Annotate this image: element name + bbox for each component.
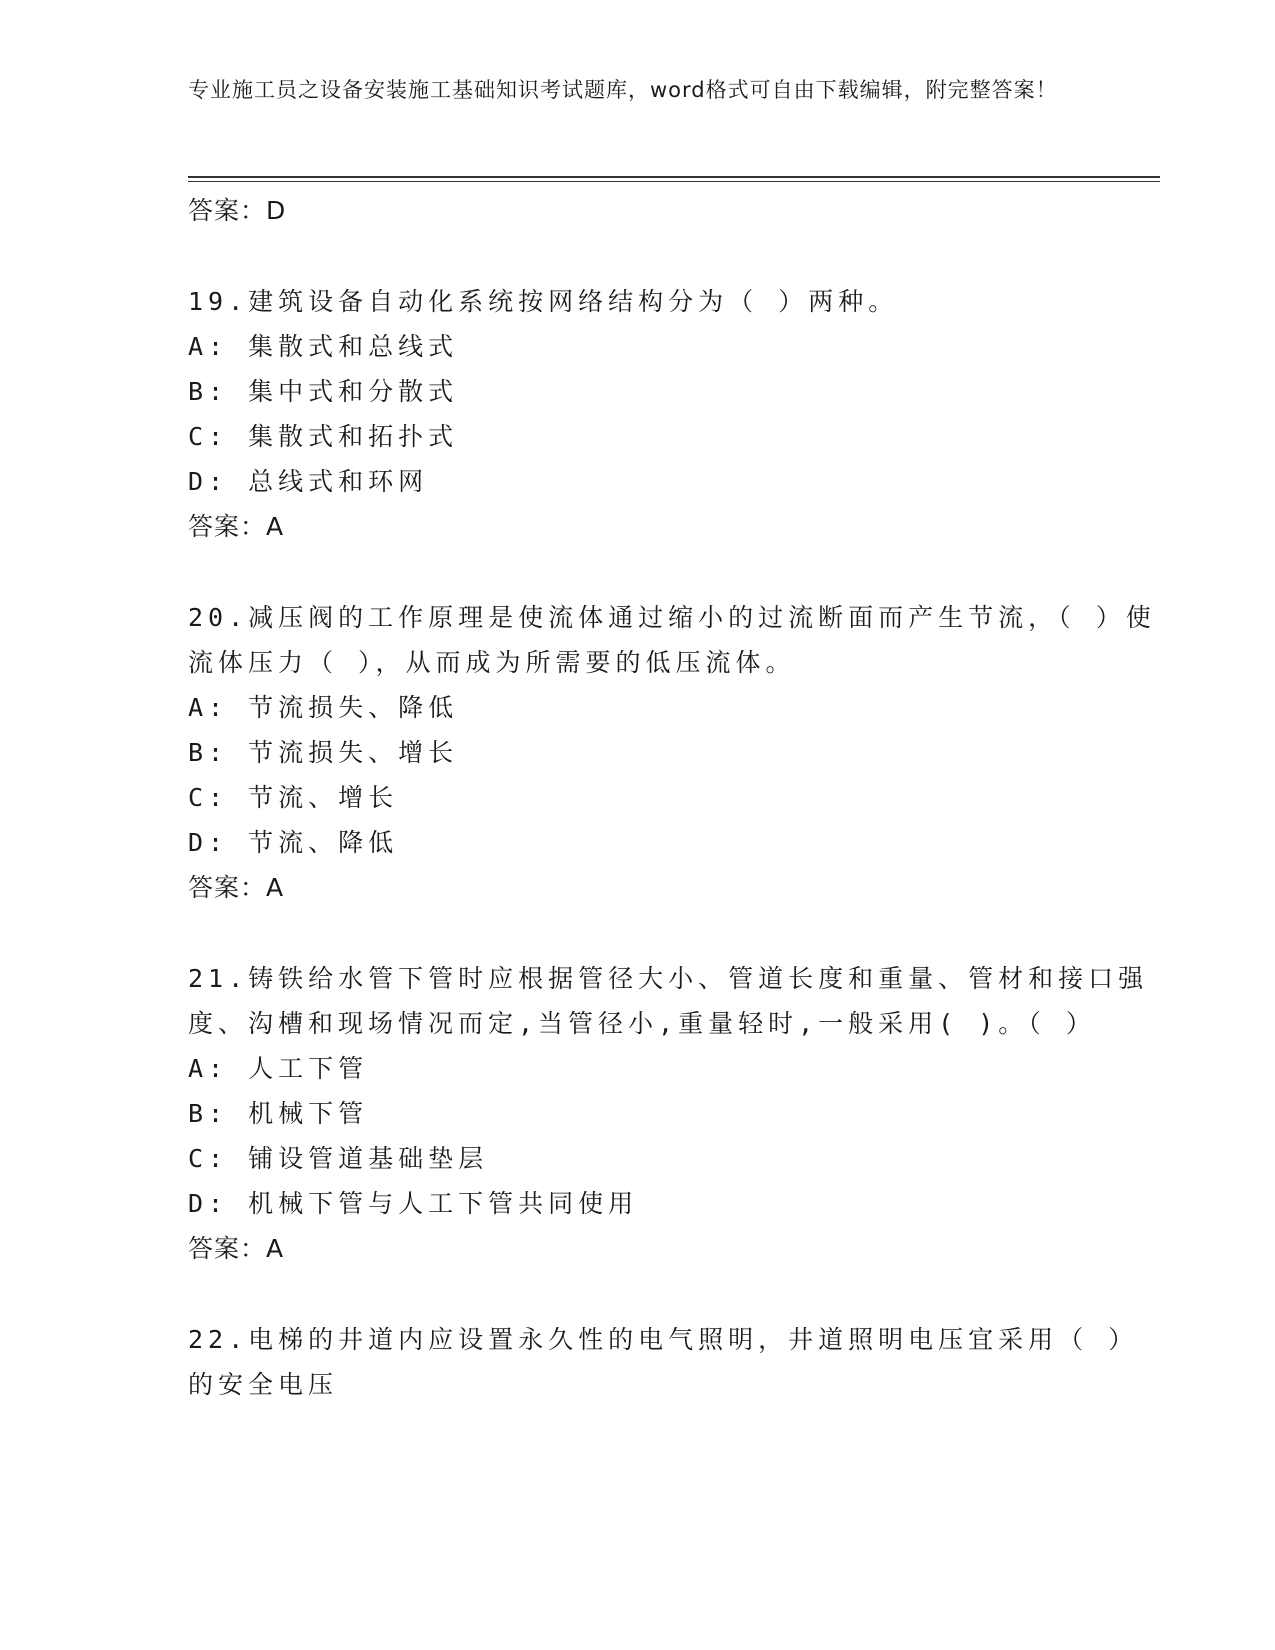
answer-line: 答案：A	[188, 1234, 285, 1263]
option-a: A: 集散式和总线式	[188, 332, 459, 361]
option-b: B: 机械下管	[188, 1099, 369, 1128]
header-divider-thin	[188, 181, 1160, 182]
option-a: A: 人工下管	[188, 1054, 369, 1083]
question-20	[188, 595, 1168, 910]
question-stem: 20.减压阀的工作原理是使流体通过缩小的过流断面而产生节流，（ ）使流体压力（ ），从而成为所需要的低压流体。	[188, 603, 1156, 677]
option-c: C: 集散式和拓扑式	[188, 422, 459, 451]
question-stem: 22.电梯的井道内应设置永久性的电气照明，井道照明电压宜采用（ ）的安全电压	[188, 1325, 1139, 1399]
option-d: D: 节流、降低	[188, 828, 399, 857]
header-divider	[188, 176, 1160, 178]
answer-line: 答案：A	[188, 512, 285, 541]
option-b: B: 集中式和分散式	[188, 377, 459, 406]
answer-line: 答案：A	[188, 873, 285, 902]
option-a: A: 节流损失、降低	[188, 693, 459, 722]
document-header: 专业施工员之设备安装施工基础知识考试题库，word格式可自由下载编辑，附完整答案！	[188, 78, 1058, 102]
question-stem: 21.铸铁给水管下管时应根据管径大小、管道长度和重量、管材和接口强度、沟槽和现场情况而定,当管径小,重量轻时,一般采用( )。（ ）	[188, 964, 1149, 1038]
option-d: D: 机械下管与人工下管共同使用	[188, 1189, 639, 1218]
option-c: C: 铺设管道基础垫层	[188, 1144, 489, 1173]
option-b: B: 节流损失、增长	[188, 738, 459, 767]
option-c: C: 节流、增长	[188, 783, 399, 812]
question-stem: 19.建筑设备自动化系统按网络结构分为（ ）两种。	[188, 287, 899, 316]
question-19	[188, 279, 1168, 549]
option-d: D: 总线式和环网	[188, 467, 429, 496]
question-21	[188, 956, 1168, 1271]
question-22	[188, 1317, 1168, 1407]
question-list	[188, 188, 1168, 1407]
answer-line: 答案：D	[188, 196, 287, 225]
